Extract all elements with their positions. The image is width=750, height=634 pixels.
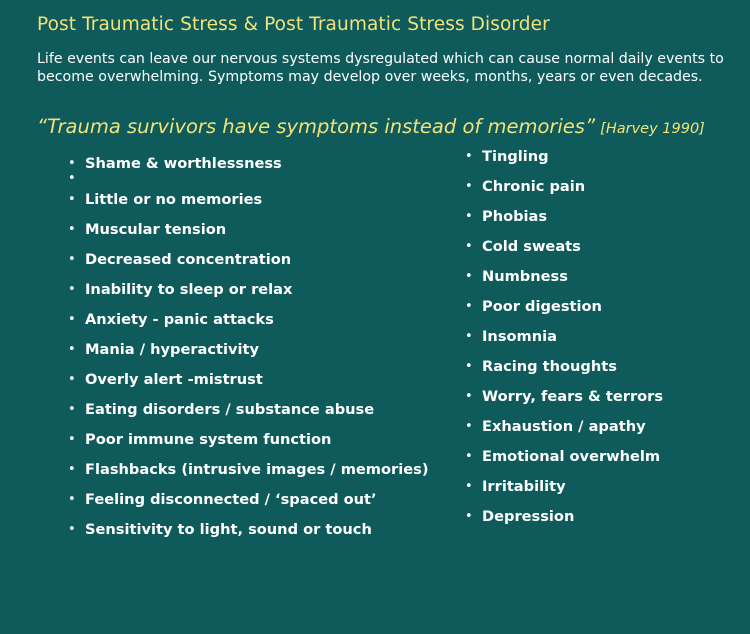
- symptom-item: [68, 310, 429, 340]
- symptom-label: Mania / hyperactivity: [85, 341, 260, 358]
- symptom-label: Racing thoughts: [482, 358, 617, 375]
- symptom-item: [465, 207, 663, 237]
- bullet-icon: •: [68, 312, 76, 327]
- bullet-icon: •: [68, 222, 76, 237]
- symptom-label: Flashbacks (intrusive images / memories): [85, 461, 429, 478]
- symptom-label: Sensitivity to light, sound or touch: [85, 521, 372, 538]
- symptom-item: [68, 370, 429, 400]
- symptom-item: [68, 220, 429, 250]
- bullet-icon: •: [68, 282, 76, 297]
- bullet-icon: •: [68, 171, 76, 186]
- symptom-label: Depression: [482, 508, 575, 525]
- bullet-icon: •: [68, 156, 76, 171]
- symptom-label: Emotional overwhelm: [482, 448, 661, 465]
- symptom-item: [465, 507, 663, 537]
- symptom-label: Eating disorders / substance abuse: [85, 401, 375, 418]
- quote-text: “Trauma survivors have symptoms instead of memories”: [37, 115, 596, 138]
- bullet-icon: •: [465, 179, 473, 194]
- bullet-icon: •: [465, 299, 473, 314]
- symptom-label: Poor digestion: [482, 298, 602, 315]
- page-title: Post Traumatic Stress & Post Traumatic Stress Disorder: [37, 14, 550, 35]
- bullet-icon: •: [465, 329, 473, 344]
- symptom-label: Chronic pain: [482, 178, 586, 195]
- symptom-item: [465, 357, 663, 387]
- symptom-item: [68, 430, 429, 460]
- symptom-item: [68, 250, 429, 280]
- symptom-label: Shame & worthlessness: [85, 155, 282, 172]
- bullet-icon: •: [465, 509, 473, 524]
- symptom-item: [465, 387, 663, 417]
- symptom-label: Feeling disconnected / ‘spaced out’: [85, 491, 377, 508]
- bullet-icon: •: [465, 419, 473, 434]
- bullet-icon: •: [68, 252, 76, 267]
- bullet-icon: •: [465, 389, 473, 404]
- quote: [37, 115, 705, 138]
- bullet-icon: •: [465, 149, 473, 164]
- symptom-item: [68, 340, 429, 370]
- symptom-label: Little or no memories: [85, 191, 263, 208]
- symptom-label: Insomnia: [482, 328, 557, 345]
- symptom-label: Poor immune system function: [85, 431, 332, 448]
- symptom-item: [465, 177, 663, 207]
- bullet-icon: •: [68, 492, 76, 507]
- symptom-item: [465, 447, 663, 477]
- symptom-item: [465, 147, 663, 177]
- symptom-item: [68, 520, 429, 550]
- intro-paragraph: Life events can leave our nervous systems dysregulated which can cause normal daily events to become overwhelming. Symptoms may develop over weeks, months, years or even decades.: [37, 51, 724, 85]
- bullet-icon: •: [465, 209, 473, 224]
- symptom-item: [465, 417, 663, 447]
- symptom-item: [68, 490, 429, 520]
- symptom-item: [465, 327, 663, 357]
- bullet-icon: •: [68, 432, 76, 447]
- bullet-icon: •: [465, 359, 473, 374]
- symptom-label: Overly alert -mistrust: [85, 371, 263, 388]
- symptom-item: [68, 190, 429, 220]
- symptom-label: Worry, fears & terrors: [482, 388, 664, 405]
- symptom-item: [465, 297, 663, 327]
- symptom-item: [68, 460, 429, 490]
- quote-citation: [Harvey 1990]: [600, 121, 705, 137]
- symptom-label: Exhaustion / apathy: [482, 418, 646, 435]
- symptom-label: Inability to sleep or relax: [85, 281, 293, 298]
- symptom-item: [68, 172, 429, 190]
- symptom-label: Tingling: [482, 148, 549, 165]
- symptom-item: [68, 280, 429, 310]
- symptom-label: Cold sweats: [482, 238, 581, 255]
- bullet-icon: •: [68, 462, 76, 477]
- symptom-list-left: [68, 154, 429, 550]
- bullet-icon: •: [465, 449, 473, 464]
- bullet-icon: •: [68, 402, 76, 417]
- symptom-item: [465, 477, 663, 507]
- symptom-list-right: [465, 147, 663, 537]
- symptom-label: Phobias: [482, 208, 548, 225]
- bullet-icon: •: [68, 522, 76, 537]
- bullet-icon: •: [465, 239, 473, 254]
- symptom-item: [68, 154, 429, 172]
- symptom-label: Decreased concentration: [85, 251, 292, 268]
- bullet-icon: •: [465, 269, 473, 284]
- symptom-label: Numbness: [482, 268, 568, 285]
- symptom-item: [68, 400, 429, 430]
- bullet-icon: •: [68, 372, 76, 387]
- bullet-icon: •: [465, 479, 473, 494]
- symptom-label: Muscular tension: [85, 221, 227, 238]
- bullet-icon: •: [68, 192, 76, 207]
- symptom-item: [465, 237, 663, 267]
- symptom-label: Anxiety - panic attacks: [85, 311, 274, 328]
- symptom-item: [465, 267, 663, 297]
- symptom-label: Irritability: [482, 478, 566, 495]
- bullet-icon: •: [68, 342, 76, 357]
